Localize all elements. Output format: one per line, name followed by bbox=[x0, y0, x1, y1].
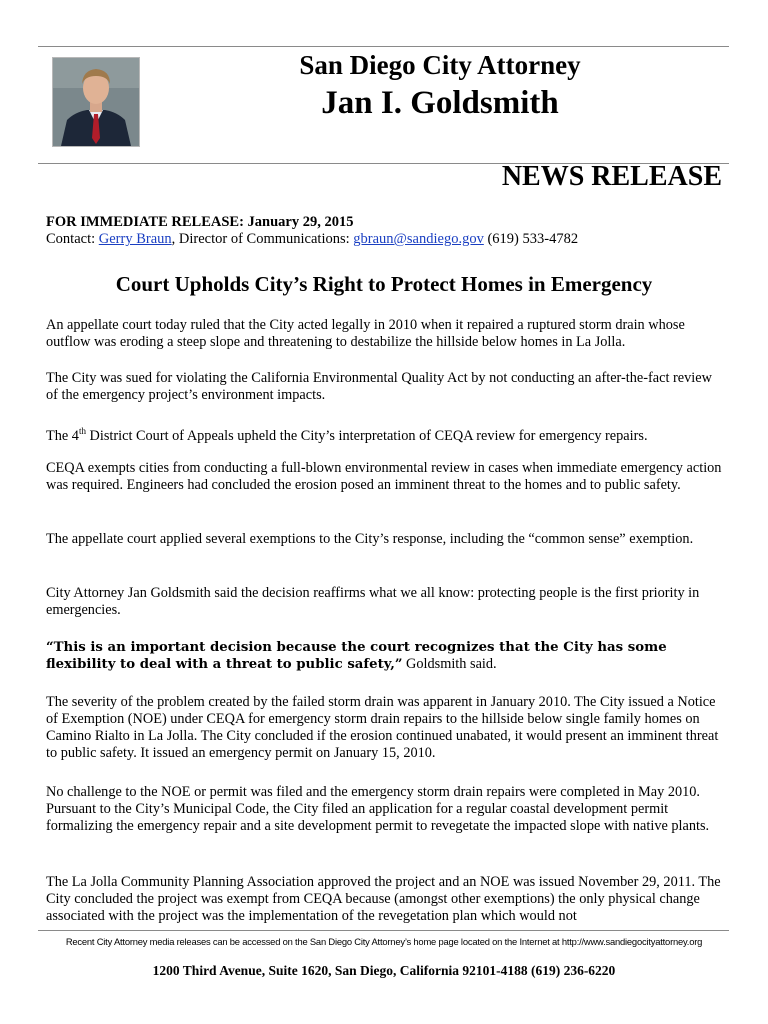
paragraph-1: An appellate court today ruled that the City acted legally in 2010 when it repaired a ruptured storm drain whose outflow was eroding a steep slope and threatening to destabilize the hillside below homes in La Jolla. bbox=[46, 317, 685, 350]
release-date: FOR IMMEDIATE RELEASE: January 29, 2015 bbox=[46, 214, 354, 230]
paragraph-3-pre: The 4 bbox=[46, 427, 79, 444]
footer-divider bbox=[38, 930, 729, 931]
contact-email-link[interactable]: gbraun@sandiego.gov bbox=[353, 231, 484, 247]
top-divider bbox=[38, 46, 729, 47]
office-address: 1200 Third Avenue, Suite 1620, San Diego, California 92101-4188 (619) 236-6220 bbox=[152, 963, 616, 978]
contact-role: , Director of Communications: bbox=[171, 231, 354, 247]
paragraph-6: City Attorney Jan Goldsmith said the decision reaffirms what we all know: protecting people is the first priority in emergencies. bbox=[46, 585, 700, 618]
attorney-name: Jan I. Goldsmith bbox=[321, 85, 559, 121]
office-title: San Diego City Attorney bbox=[299, 50, 581, 80]
paragraph-5: The appellate court applied several exemptions to the City’s response, including the “common sense” exemption. bbox=[46, 531, 694, 547]
contact-line bbox=[46, 231, 578, 248]
headline: Court Upholds City’s Right to Protect Homes in Emergency bbox=[115, 272, 653, 296]
paragraph-3-post: District Court of Appeals upheld the City’s interpretation of CEQA review for emergency repairs. bbox=[85, 427, 648, 444]
paragraph-2: The City was sued for violating the California Environmental Quality Act by not conducting an after-the-fact review of the emergency project’s environment impacts. bbox=[46, 370, 712, 403]
footer-note: Recent City Attorney media releases can be accessed on the San Diego City Attorney’s home page located on the Internet at http://www.sandiegocityattorney.org bbox=[65, 936, 703, 947]
quote-attribution: Goldsmith said. bbox=[402, 656, 497, 672]
portrait-photo bbox=[52, 57, 140, 147]
quote-text: “This is an important decision because the court recognizes that the City has some flexibility to deal with a threat to public safety,” bbox=[46, 640, 667, 672]
contact-name-link[interactable]: Gerry Braun bbox=[98, 231, 172, 247]
contact-prefix: Contact: bbox=[46, 231, 99, 247]
goldsmith-quote bbox=[46, 639, 726, 673]
paragraph-10: The La Jolla Community Planning Association approved the project and an NOE was issued November 29, 2011. The City concluded the project was exempt from CEQA because (amongst other exemptions) the only physical change associated with the project was the implementation of the revegetation plan which would not bbox=[46, 874, 721, 924]
paragraph-3 bbox=[46, 423, 726, 445]
paragraph-3-sup: th bbox=[78, 426, 86, 436]
contact-phone: (619) 533-4782 bbox=[483, 231, 579, 247]
paragraph-9: No challenge to the NOE or permit was filed and the emergency storm drain repairs were completed in May 2010. Pursuant to the City’s Municipal Code, the City filed an application for a regular coastal development permit formalizing the emergency repair and a site development permit to revegetate the impacted slope with native plants. bbox=[46, 784, 710, 834]
paragraph-8: The severity of the problem created by the failed storm drain was apparent in January 2010. The City issued a Notice of Exemption (NOE) under CEQA for emergency storm drain repairs to the hillside below single family homes on Camino Rialto in La Jolla. The City concluded if the erosion continued unabated, it would present an imminent threat to public safety. It issued an emergency permit on January 15, 2010. bbox=[46, 694, 719, 761]
news-release-label: NEWS RELEASE bbox=[501, 161, 722, 192]
paragraph-4: CEQA exempts cities from conducting a full-blown environmental review in cases when immediate emergency action was required. Engineers had concluded the erosion posed an imminent threat to the homes and to public safety. bbox=[46, 460, 722, 493]
release-meta bbox=[46, 214, 578, 248]
